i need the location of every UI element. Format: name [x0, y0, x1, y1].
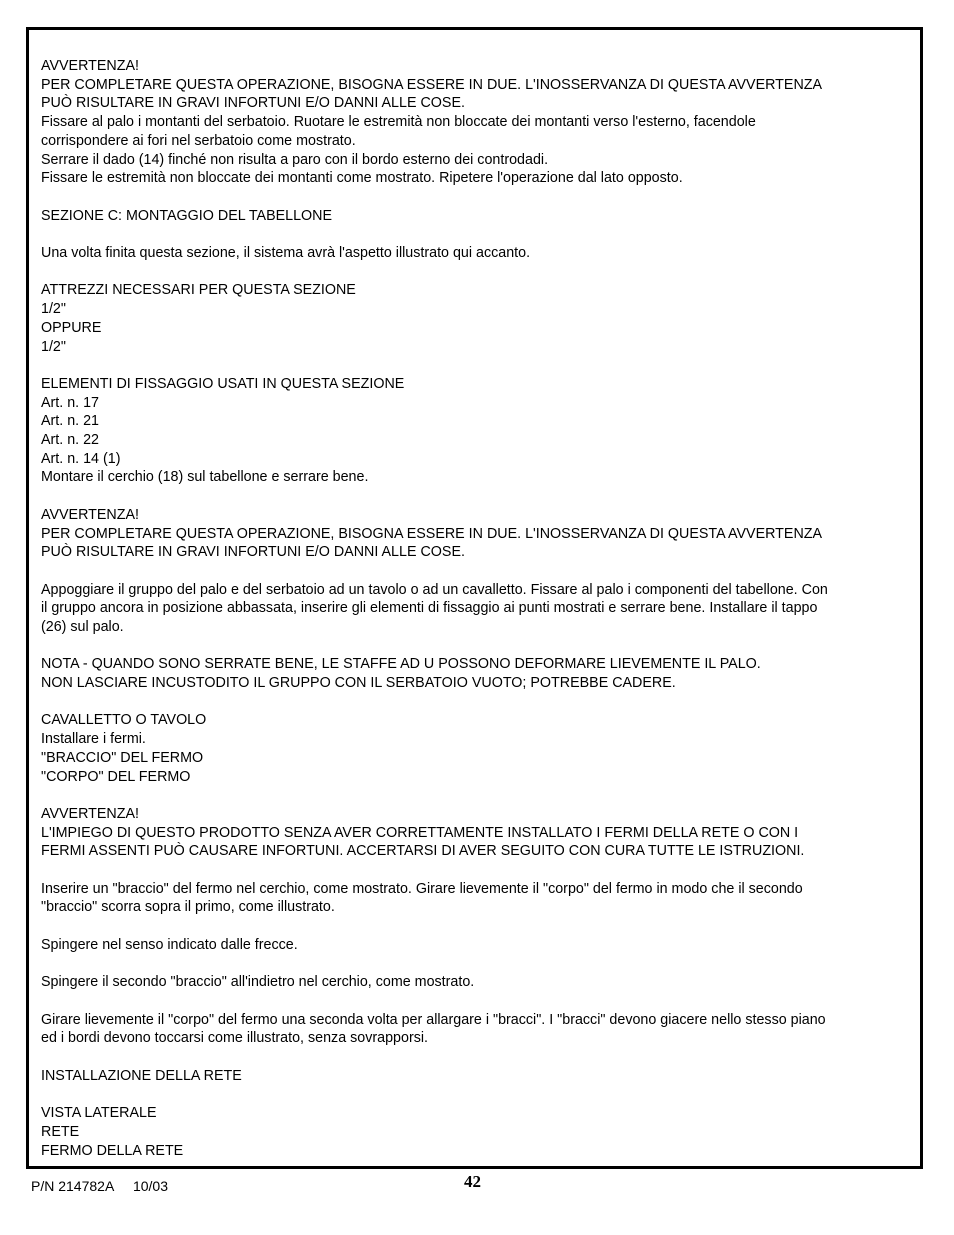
- text-line: CAVALLETTO O TAVOLO: [41, 712, 207, 729]
- part-number: P/N 214782A: [31, 1178, 114, 1194]
- footer-part-number: [31, 1178, 168, 1194]
- text-line: Una volta finita questa sezione, il sistema avrà l'aspetto illustrato qui accanto.: [41, 245, 531, 261]
- text-line: Art. n. 17: [41, 394, 100, 411]
- blank-line: [41, 225, 913, 244]
- text-line: "BRACCIO" DEL FERMO: [41, 749, 204, 766]
- blank-line: [41, 992, 913, 1011]
- text-line: ATTREZZI NECESSARI PER QUESTA SEZIONE: [41, 282, 356, 299]
- text-line: PUÒ RISULTARE IN GRAVI INFORTUNI E/O DANNI ALLE COSE.: [41, 544, 465, 561]
- text-line: Art. n. 21: [41, 413, 100, 430]
- text-line: FERMI ASSENTI PUÒ CAUSARE INFORTUNI. ACCERTARSI DI AVER SEGUITO CON CURA TUTTE LE ISTRUZIONI.: [41, 843, 805, 860]
- blank-line: [41, 562, 913, 581]
- text-line: NON LASCIARE INCUSTODITO IL GRUPPO CON IL SERBATOIO VUOTO; POTREBBE CADERE.: [41, 675, 676, 692]
- text-line: il gruppo ancora in posizione abbassata, inserire gli elementi di fissaggio ai punti mostrati e serrare bene. Installare il tappo: [41, 600, 818, 617]
- blank-line: [41, 1048, 913, 1067]
- text-line: (26) sul palo.: [41, 619, 124, 635]
- blank-line: [41, 188, 913, 207]
- text-line: PER COMPLETARE QUESTA OPERAZIONE, BISOGNA ESSERE IN DUE. L'INOSSERVANZA DI QUESTA AVVERTENZA: [41, 525, 823, 542]
- blank-line: [41, 917, 913, 936]
- text-line: ed i bordi devono toccarsi come illustrato, senza sovrapporsi.: [41, 1030, 429, 1047]
- text-line: Art. n. 22: [41, 432, 100, 448]
- text-line: VISTA LATERALE: [41, 1105, 157, 1122]
- text-line: PER COMPLETARE QUESTA OPERAZIONE, BISOGNA ESSERE IN DUE. L'INOSSERVANZA DI QUESTA AVVERTENZA: [41, 76, 823, 93]
- page-number: 42: [464, 1172, 481, 1191]
- blank-line: [41, 637, 913, 656]
- text-line: RETE: [41, 1123, 80, 1140]
- footer-date: 10/03: [132, 1178, 169, 1194]
- text-line: OPPURE: [41, 319, 102, 336]
- text-line: NOTA - QUANDO SONO SERRATE BENE, LE STAFFE AD U POSSONO DEFORMARE LIEVEMENTE IL PALO.: [41, 656, 761, 673]
- blank-line: [41, 786, 913, 805]
- text-line: AVVERTENZA!: [41, 805, 139, 822]
- text-line: AVVERTENZA!: [41, 506, 139, 523]
- text-line: Spingere il secondo "braccio" all'indietro nel cerchio, come mostrato.: [41, 974, 475, 991]
- text-line: AVVERTENZA!: [41, 58, 139, 74]
- text-line: SEZIONE C: MONTAGGIO DEL TABELLONE: [41, 207, 333, 224]
- text-line: Montare il cerchio (18) sul tabellone e serrare bene.: [41, 469, 369, 486]
- text-line: corrispondere ai fori nel serbatoio come mostrato.: [41, 132, 356, 149]
- text-line: Installare i fermi.: [41, 731, 146, 748]
- blank-line: [41, 356, 913, 375]
- text-line: Appoggiare il gruppo del palo e del serbatoio ad un tavolo o ad un cavalletto. Fissare al palo i componenti del tabellone. Con: [41, 581, 828, 598]
- text-line: "CORPO" DEL FERMO: [41, 768, 191, 785]
- blank-line: [41, 263, 913, 282]
- blank-line: [41, 693, 913, 712]
- text-line: Girare lievemente il "corpo" del fermo una seconda volta per allargare i "bracci". I "bracci" devono giacere nello stesso piano: [41, 1011, 826, 1028]
- text-line: Art. n. 14 (1): [41, 450, 121, 467]
- document-body: [41, 57, 913, 1160]
- blank-line: [41, 487, 913, 506]
- text-line: ELEMENTI DI FISSAGGIO USATI IN QUESTA SEZIONE: [41, 375, 405, 392]
- text-line: 1/2": [41, 338, 66, 355]
- blank-line: [41, 861, 913, 880]
- text-line: FERMO DELLA RETE: [41, 1142, 184, 1159]
- text-line: INSTALLAZIONE DELLA RETE: [41, 1067, 242, 1084]
- blank-line: [41, 1085, 913, 1104]
- text-line: Fissare al palo i montanti del serbatoio. Ruotare le estremità non bloccate dei montanti verso l'esterno, facendole: [41, 114, 756, 131]
- text-line: Inserire un "braccio" del fermo nel cerchio, come mostrato. Girare lievemente il "corpo" del fermo in modo che il secondo: [41, 880, 803, 897]
- text-line: Serrare il dado (14) finché non risulta a paro con il bordo esterno dei controdadi.: [41, 151, 549, 168]
- text-line: "braccio" scorra sopra il primo, come illustrato.: [41, 899, 335, 916]
- text-line: 1/2": [41, 301, 66, 318]
- text-line: Spingere nel senso indicato dalle frecce.: [41, 936, 298, 953]
- text-line: L'IMPIEGO DI QUESTO PRODOTTO SENZA AVER CORRETTAMENTE INSTALLATO I FERMI DELLA RETE O CON I: [41, 824, 799, 841]
- blank-line: [41, 955, 913, 974]
- text-line: PUÒ RISULTARE IN GRAVI INFORTUNI E/O DANNI ALLE COSE.: [41, 95, 465, 112]
- text-line: Fissare le estremità non bloccate dei montanti come mostrato. Ripetere l'operazione dal lato opposto.: [41, 170, 683, 187]
